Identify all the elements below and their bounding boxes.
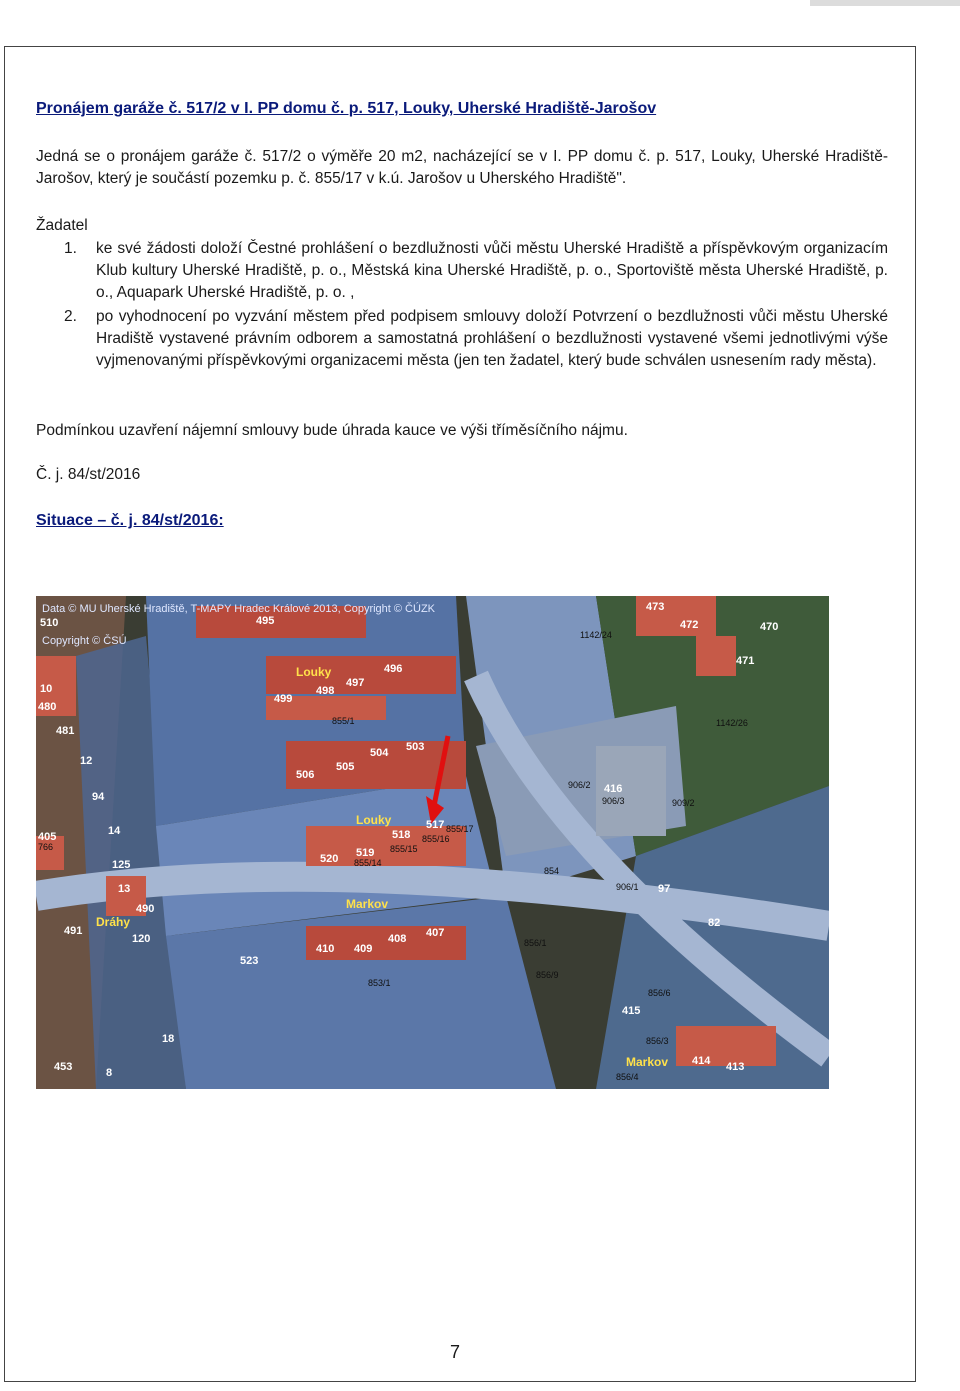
map-building-number: 498 [316,685,335,697]
condition-number: 2. [64,308,77,325]
situation-heading: Situace – č. j. 84/st/2016: [36,512,224,529]
page-number: 7 [450,1342,461,1362]
map-building-number: 414 [692,1055,711,1067]
map-building-number: 82 [708,917,721,929]
map-parcel-number: 853/1 [368,978,391,988]
map-building-number: 519 [356,847,375,859]
map-building-number: 407 [426,927,445,939]
map-building-number: 490 [136,903,155,915]
map-building-number: 473 [646,601,665,613]
map-building-number: 120 [132,933,151,945]
map-parcel-number: 854 [544,866,560,876]
condition-text: ke své žádosti doloží Čestné prohlášení o bezdlužnosti vůči městu Uherské Hradiště a příspěvkovým organizacím Klub kultury Uherské Hradiště, p. o., Městská kina Uherské Hradiště, p. o., Sportoviště města Uherské Hradiště, p. o., Aquapark Uherské Hradiště, p. o. , [96,240,888,301]
map-building-number: 415 [622,1005,641,1017]
map-parcel-number: 855/1 [332,716,355,726]
map-building-number: 408 [388,933,407,945]
map-building-number: 481 [56,725,75,737]
map-parcel-number: 909/2 [672,798,695,808]
map-building-number: 499 [274,693,293,705]
map-parcel-number: 855/15 [390,844,418,854]
map-parcel-number: 856/6 [648,988,671,998]
map-building-number: 504 [370,747,389,759]
map-building-number: 18 [162,1033,175,1045]
map-building-number: 506 [296,769,315,781]
conditions-list [36,238,888,374]
scan-edge-mark [810,0,960,6]
document-title: Pronájem garáže č. 517/2 v I. PP domu č. p. 517, Louky, Uherské Hradiště-Jarošov [36,100,657,117]
map-parcel-number: 855/17 [446,824,474,834]
map-parcel-number: 906/1 [616,882,639,892]
map-building-number: 491 [64,925,83,937]
map-street-label: Markov [346,897,389,911]
map-copyright-2: Copyright © ČSÚ [42,635,127,647]
map-building-number: 503 [406,741,425,753]
map-building-number: 13 [118,883,131,895]
map-building-number: 517 [426,819,445,831]
map-parcel-number: 856/3 [646,1036,669,1046]
map-street-label: Louky [296,665,332,679]
map-parcel-number: 906/2 [568,780,591,790]
map-street-label: Markov [626,1055,669,1069]
situation-map [36,596,829,1089]
map-parcel-number: 1142/26 [716,718,748,728]
map-building-number: 405 [38,831,57,843]
map-building-number: 125 [112,859,131,871]
map-street-label: Louky [356,813,392,827]
map-building-number: 497 [346,677,365,689]
map-building-number: 10 [40,683,53,695]
condition-item [36,306,888,372]
map-building-number: 496 [384,663,403,675]
map-copyright-1: Data © MU Uherské Hradiště, T-MAPY Hradec Králové 2013, Copyright © ČÚZK [42,603,436,615]
map-parcel-number: 766 [38,842,54,852]
map-building-number: 409 [354,943,373,955]
intro-paragraph: Jedná se o pronájem garáže č. 517/2 o výměře 20 m2, nacházející se v I. PP domu č. p. 517, Louky, Uherské Hradiště-Jarošov, který je součástí pozemku p. č. 855/17 v k.ú. Jarošov u Uherského Hradiště". [36,148,888,187]
reference-number: Č. j. 84/st/2016 [36,466,141,483]
map-building-number: 14 [108,825,121,837]
map-building-number: 518 [392,829,411,841]
map-parcel-number: 856/4 [616,1072,639,1082]
map-building-number: 480 [38,701,57,713]
map-building-number: 12 [80,755,93,767]
map-building-number: 470 [760,621,779,633]
applicant-label: Žadatel [36,217,88,234]
map-parcel-number: 856/1 [524,938,547,948]
map-parcel-number: 855/16 [422,834,450,844]
map-building-number: 520 [320,853,339,865]
condition-text: po vyhodnocení po vyzvání městem před podpisem smlouvy doloží Potvrzení o bezdlužnosti vůči městu Uherské Hradiště vystavené právním odborem a samostatná prohlášení o bezdlužnosti vystavené všemi jednotlivými výše vyjmenovanými příspěvkovými organizacemi města (jen ten žadatel, který bude schválen usnesením rady města). [96,308,888,369]
map-building-number: 8 [106,1067,113,1079]
map-building-number: 410 [316,943,335,955]
map-building-number: 413 [726,1061,745,1073]
map-parcel-number: 1142/24 [580,630,612,640]
deposit-condition: Podmínkou uzavření nájemní smlouvy bude úhrada kauce ve výši tříměsíčního nájmu. [36,422,628,439]
map-building-number: 94 [92,791,105,803]
map-building-number: 471 [736,655,755,667]
map-building-number: 510 [40,617,59,629]
map-building-number: 495 [256,615,275,627]
condition-number: 1. [64,240,77,257]
map-image [36,596,829,1089]
condition-item [36,238,888,304]
map-parcel-number: 906/3 [602,796,625,806]
map-parcel-number: 856/9 [536,970,559,980]
map-parcel-number: 855/14 [354,858,382,868]
map-building-number: 97 [658,883,671,895]
map-street-label: Dráhy [96,915,131,929]
map-building-number: 523 [240,955,259,967]
map-building-number: 505 [336,761,355,773]
map-building-number: 453 [54,1061,73,1073]
map-building-number: 416 [604,783,623,795]
map-building-number: 472 [680,619,699,631]
